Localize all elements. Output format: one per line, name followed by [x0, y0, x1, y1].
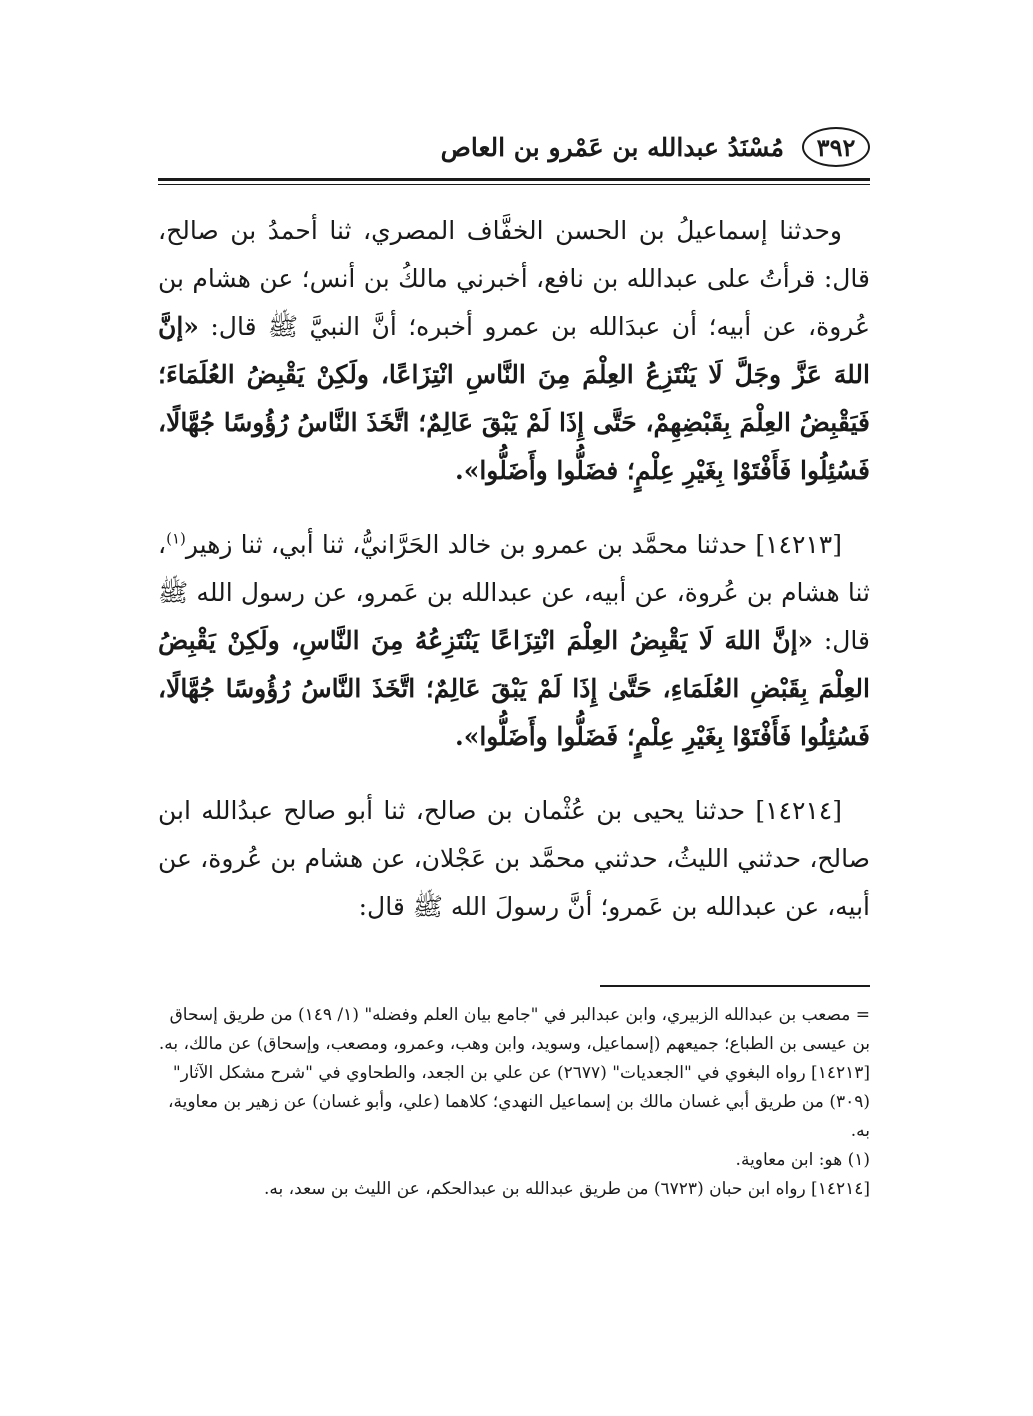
hadith-text: «إنَّ اللهَ عَزَّ وجَلَّ لَا يَنْتَزِعُ العِلْمَ مِنَ النَّاسِ انْتِزَاعًا، ولَكِنْ يَقْبِضُ العُلَمَاءَ؛ فَيَقْبِضُ العِلْمَ بِقَبْضِهِمْ، حَتَّى إِذَا لَمْ يَبْقَ عَالِمٌ؛ اتَّخَذَ النَّاسُ رُؤُوسًا جُهَّالًا، فَسُئِلُوا فَأَفْتَوْا بِغَيْرِ عِلْمٍ؛ فضَلُّوا وأَضَلُّوا». — [158, 312, 870, 485]
header-rule-thick — [158, 178, 870, 181]
narration-text-cont: ، ثنا هشام بن عُروة، عن أبيه، عن عبدالله بن عَمرو، عن رسول الله ﷺ قال: — [158, 530, 871, 655]
page-header — [158, 120, 870, 174]
running-title: مُسْنَدُ عبدالله بن عَمْرو بن العاص — [440, 132, 784, 162]
header-rule-thin — [158, 184, 870, 185]
paragraph-14214 — [158, 787, 870, 931]
paragraph-14213 — [158, 521, 870, 761]
paragraph-1 — [158, 207, 870, 495]
narration-text: وحدثنا إسماعيلُ بن الحسن الخفَّاف المصري، ثنا أحمدُ بن صالح، قال: قرأتُ على عبدالله بن نافع، أخبرني مالكُ بن أنس؛ عن هشام بن عُروة، عن أبيه؛ أن عبدَالله بن عمرو أخبره؛ أنَّ النبيَّ ﷺ قال: — [158, 216, 870, 341]
footnote-1: (١) هو: ابن معاوية. — [735, 1150, 870, 1170]
narration-text: [١٤٢١٤] حدثنا يحيى بن عُثْمان بن صالح، ثنا أبو صالح عبدُالله ابن صالح، حدثني الليثُ، حدثني محمَّد بن عَجْلان، عن هشام بن عُروة، عن أبيه، عن عبدالله بن عَمرو؛ أنَّ رسولَ الله ﷺ قال: — [158, 796, 870, 921]
narration-text: [١٤٢١٣] حدثنا محمَّد بن عمرو بن خالد الحَرَّانيُّ، ثنا أبي، ثنا زهير — [185, 530, 842, 559]
footnote-ref[interactable]: (١) — [166, 529, 186, 548]
page-number: ٣٩٢ — [802, 127, 870, 167]
footnote-14213: [١٤٢١٣] رواه البغوي في "الجعديات" (٢٦٧٧) عن علي بن الجعد، والطحاوي في "شرح مشكل الآثار" (٣٠٩) من طريق أبي غسان مالك بن إسماعيل النهدي؛ كلاهما (علي، وأبو غسان) عن زهير بن معاوية، به. — [168, 1063, 870, 1141]
footnote-separator-wrap — [158, 957, 870, 987]
hadith-text: «إنَّ اللهَ لَا يَقْبِضُ العِلْمَ انْتِزَاعًا يَنْتَزِعُهُ مِنَ النَّاسِ، ولَكِنْ يَقْبِضُ العِلْمَ بِقَبْضِ العُلَمَاءِ، حَتَّىٰ إِذَا لَمْ يَبْقَ عَالِمٌ؛ اتَّخَذَ النَّاسُ رُؤُوسًا جُهَّالًا، فَسُئِلُوا فَأَفْتَوْا بِغَيْرِ عِلْمٍ؛ فَضَلُّوا وأَضَلُّوا». — [158, 626, 870, 751]
footnote-separator — [600, 985, 870, 987]
footnote-continued: = مصعب بن عبدالله الزبيري، وابن عبدالبر في "جامع بيان العلم وفضله" (١/ ١٤٩) من طريق إسحاق بن عيسى بن الطباع؛ جميعهم (إسماعيل، وسويد، وابن وهب، وعمرو، ومصعب، وإسحاق) عن مالك، به. — [158, 1005, 870, 1054]
main-text — [158, 207, 870, 931]
book-page — [158, 120, 870, 1204]
footnotes — [158, 1001, 870, 1204]
footnote-14214: [١٤٢١٤] رواه ابن حبان (٦٧٢٣) من طريق عبدالله بن عبدالحكم، عن الليث بن سعد، به. — [264, 1179, 870, 1199]
